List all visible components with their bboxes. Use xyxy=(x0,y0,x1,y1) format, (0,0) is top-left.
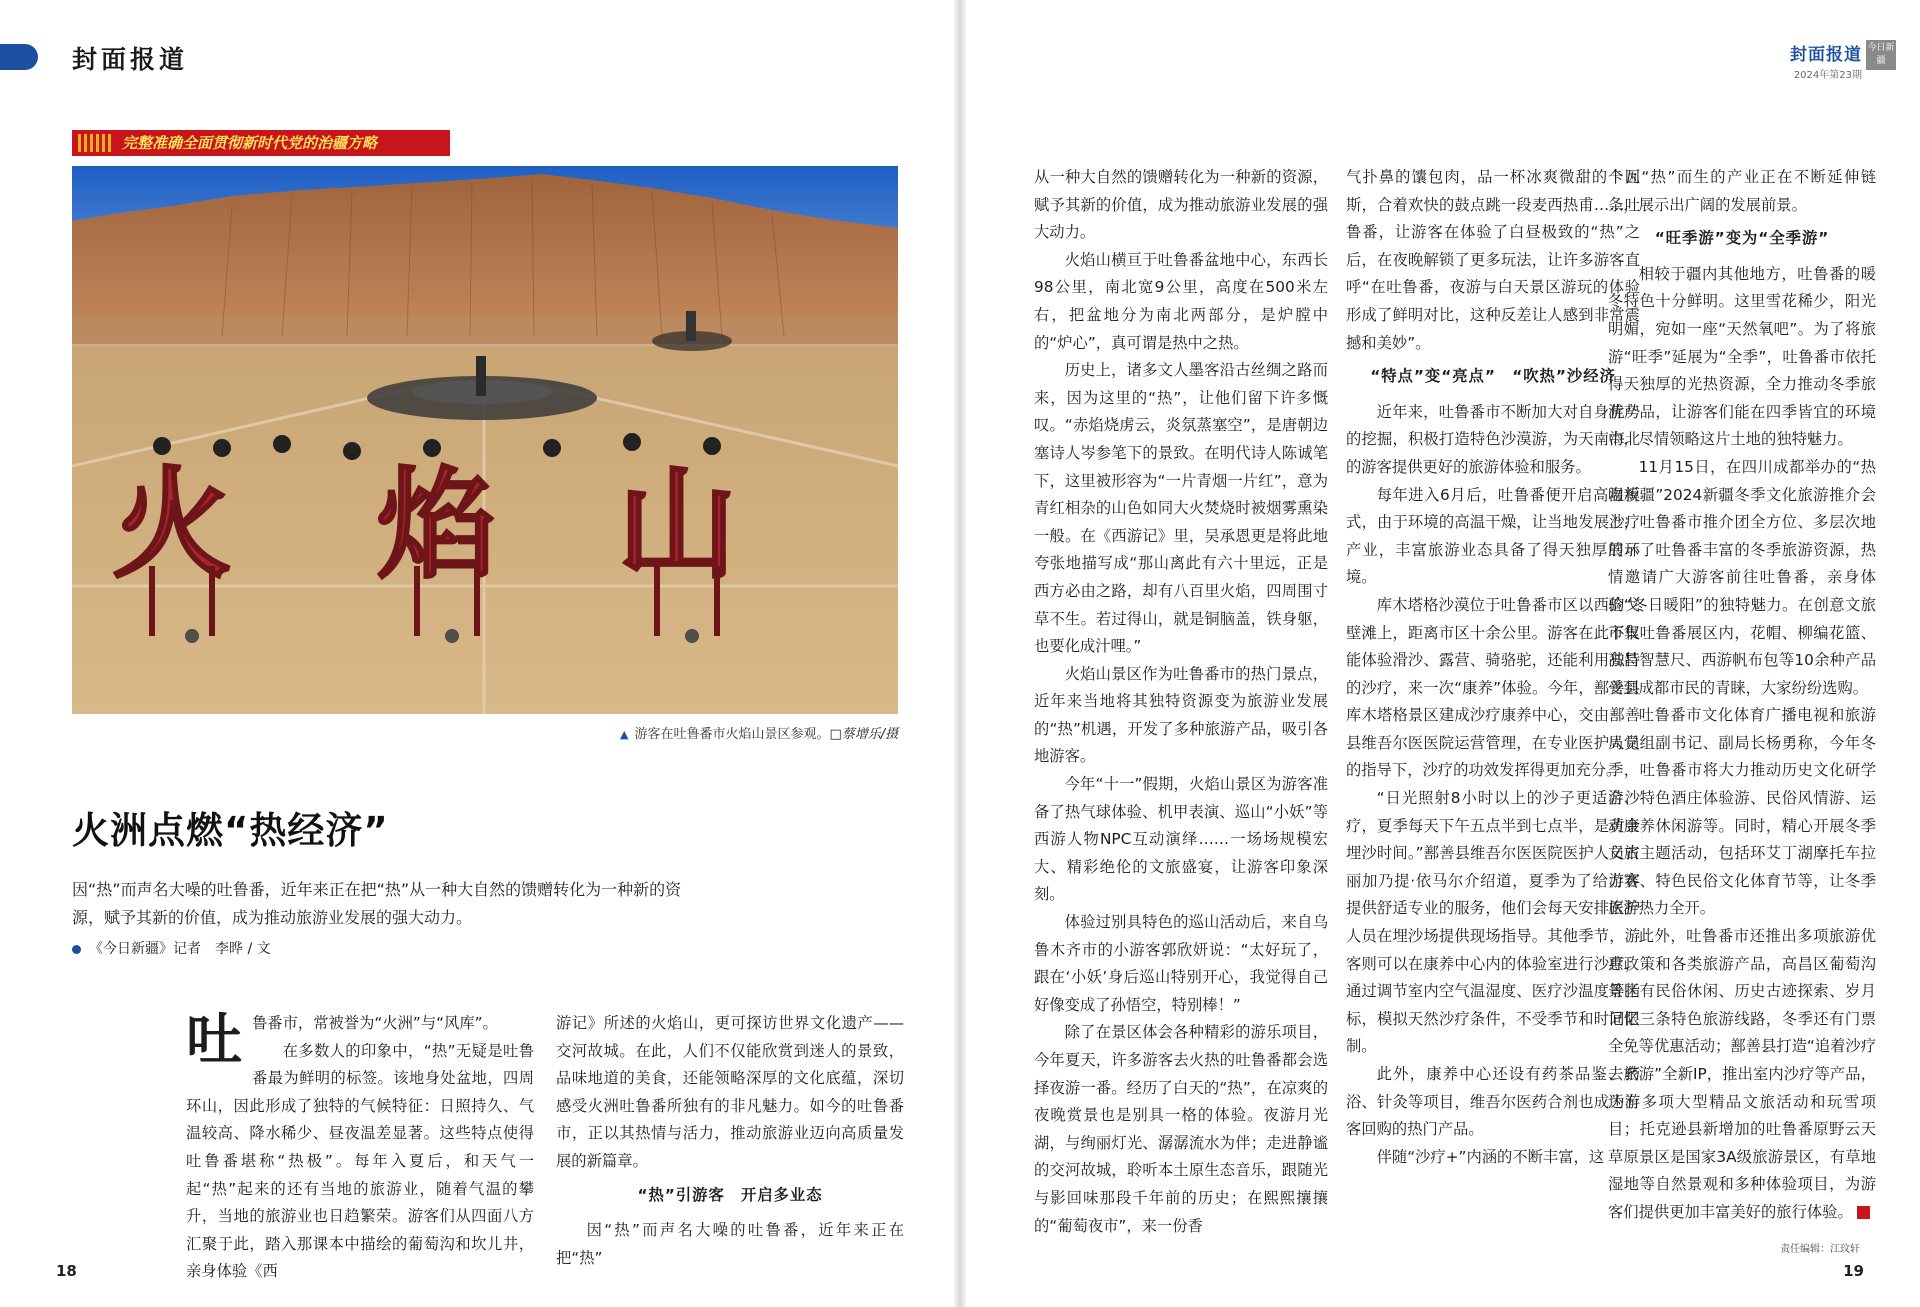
photo-credit: □蔡增乐/摄 xyxy=(829,727,899,742)
paragraph: 火焰山景区作为吐鲁番市的热门景点，近年来当地将其独特资源变为旅游业发展的“热”机遇，开发了多种旅游产品，吸引各地游客。 xyxy=(1034,664,1328,766)
caption-triangle-icon: ▲ xyxy=(620,728,629,741)
article-column-2 xyxy=(556,1010,904,1272)
sign-letters xyxy=(112,454,737,595)
paragraph: 11月15日，在四川成都举办的“热吻新疆”2024新疆冬季文化旅游推介会上，吐鲁番市推介团全方位、多层次地展示了吐鲁番丰富的冬季旅游资源，热情邀请广大游客前往吐鲁番，亲身体验“冬日暖阳”的独特魅力。在创意文旅市集吐鲁番展区内，花帽、柳编花篮、高昌智慧尺、西游帆布包等10余种产品受到成都市民的青睐，大家纷纷选购。 xyxy=(1608,457,1876,697)
end-mark-icon: J xyxy=(1857,1206,1870,1219)
drop-cap: 吐 xyxy=(186,1007,242,1073)
paragraph xyxy=(1608,923,1891,1227)
photo-illustration xyxy=(72,166,898,714)
byline-dot-icon xyxy=(72,945,81,954)
magazine-logo: 今日新疆 xyxy=(1866,40,1896,70)
sign-char-1: 火 xyxy=(112,454,232,595)
page-gutter xyxy=(954,0,966,1307)
page-number-right: 19 xyxy=(1843,1262,1864,1280)
subheading: “特点”变“亮点” “吹热”沙经济 xyxy=(1370,367,1616,386)
paragraph: 从一种大自然的馈赠转化为一种新的资源，赋予其新的价值，成为推动旅游业发展的强大动力。 xyxy=(1034,168,1328,242)
caption-text: 游客在吐鲁番市火焰山景区参观。 xyxy=(634,727,830,742)
paragraph: 除了在景区体会各种精彩的游乐项目，今年夏天，许多游客去火热的吐鲁番都会选择夜游一番。经历了白天的“热”，在凉爽的夜晚赏景也是别具一格的体验。夜游月光湖，与绚丽灯光、潺潺流水为伴；走进静谧的交河故城，聆听本土原生态音乐，跟随光与影回味那段千年前的历史；在熙熙攘攘的“葡萄夜市”，来一份香 xyxy=(1034,1023,1328,1235)
subheading: “旺季游”变为“全季游” xyxy=(1654,229,1830,248)
flaming-mountain-photo xyxy=(72,166,898,714)
running-header xyxy=(1790,40,1862,81)
paragraph: “日光照射8小时以上的沙子更适合沙疗，夏季每天下午五点半到七点半，是黄金埋沙时间。”鄯善县维吾尔医医院医护人员古丽加乃提·依马尔介绍道，夏季为了给游客提供舒适专业的服务，他们会每天安排医护人员在埋沙场提供现场指导。其他季节，游客则可以在康养中心内的体验室进行沙疗，通过调节室内空气温湿度、医疗沙温度等指标，模拟天然沙疗条件，不受季节和时间限制。 xyxy=(1346,789,1640,1056)
paragraph: 体验过别具特色的巡山活动后，来自乌鲁木齐市的小游客郭欣妍说：“太好玩了，跟在‘小妖’身后巡山特别开心，我觉得自己好像变成了孙悟空，特别棒！” xyxy=(1034,913,1328,1014)
article-column-5 xyxy=(1608,164,1891,1227)
section-tab-marker xyxy=(0,44,38,70)
article-column-3 xyxy=(1034,164,1328,1240)
paragraph: 鲁番市，常被誉为“火洲”与“风库”。 xyxy=(252,1014,498,1032)
paragraph: 每年进入6月后，吐鲁番便开启高温模式，由于环境的高温干燥，让当地发展沙疗产业，丰富旅游业态具备了得天独厚的环境。 xyxy=(1346,485,1640,587)
sign-char-2: 焰 xyxy=(377,454,497,595)
responsible-editor: 责任编辑：江玟轩 xyxy=(1780,1244,1860,1255)
article-title: 火洲点燃“热经济” xyxy=(72,809,389,852)
subheading: “热”引游客 开启多业态 xyxy=(637,1185,823,1204)
paragraph: 在多数人的印象中，“热”无疑是吐鲁番最为鲜明的标签。该地身处盆地，四周环山，因此形成了独特的气候特征：日照持久、气温较高、降水稀少、昼夜温差显著。这些特点使得吐鲁番堪称“热极”。每年入夏后，和天气一起“热”起来的还有当地的旅游业，随着气温的攀升，当地的旅游业也日趋繁荣。游客们从四面八方汇聚于此，踏入那课本中描绘的葡萄沟和坎儿井，亲身体验《西 xyxy=(186,1041,534,1281)
paragraph: 因“热”而声名大噪的吐鲁番，近年来正在把“热” xyxy=(556,1221,904,1267)
paragraph: 火焰山横亘于吐鲁番盆地中心，东西长98公里，南北宽9公里，高度在500米左右，把盆地分为南北两部分，是炉膛中的“炉心”，真可谓是热中之热。 xyxy=(1034,250,1328,352)
sign-char-3: 山 xyxy=(617,454,737,595)
paragraph: 今年“十一”假期，火焰山景区为游客准备了热气球体验、机甲表演、巡山“小妖”等西游人物NPC互动演绎……一场场规模宏大、精彩绝伦的文旅盛宴，让游客印象深刻。 xyxy=(1034,775,1328,904)
paragraph: 相较于疆内其他地方，吐鲁番的暖冬特色十分鲜明。这里雪花稀少，阳光明媚，宛如一座“天然氧吧”。为了将旅游“旺季”延展为“全季”，吐鲁番市依托得天独厚的光热资源，全力推动冬季旅游产品，让游客们能在四季皆宜的环境中，尽情领略这片土地的独特魅力。 xyxy=(1608,264,1876,449)
section-title: 封面报道 xyxy=(72,45,189,74)
article-byline xyxy=(72,938,271,958)
paragraph-text: 此外，吐鲁番市还推出多项旅游优惠政策和各类旅游产品，高昌区葡萄沟景区有民俗休闲、历史古迹探索、岁月记忆三条特色旅游线路，冬季还有门票全免等优惠活动；鄯善县打造“追着沙疗去旅游”全新IP，推出室内沙疗等产品，还有多项大型精品文旅活动和玩雪项目；托克逊县新增加的吐鲁番原野云天草原景区是国家3A级旅游景区，有草地湿地等自然景观和多种体验项目，为游客们提供更加丰富美好的旅行体验。 xyxy=(1608,927,1876,1221)
paragraph: 历史上，诸多文人墨客沿古丝绸之路而来，因为这里的“热”，让他们留下许多慨叹。“赤焰烧虏云，炎氛蒸塞空”，是唐朝边塞诗人岑参笔下的景致。在明代诗人陈诚笔下，这里被形容为“一片青烟一片红”，意为青红相杂的山色如同大火焚烧时被烟雾熏染一般。在《西游记》里，吴承恩更是将此地夸张地描写成“那山离此有六十里远，正是西方必由之路，却有八百里火焰，四周围寸草不生。若过得山，就是铜脑盖，铁身躯，也要化成汁哩。” xyxy=(1034,361,1328,656)
paragraph: 游记》所述的火焰山，更可探访世界文化遗产——交河故城。在此，人们不仅能欣赏到迷人的景致，品味地道的美食，还能领略深厚的文化底蕴，深切感受火洲吐鲁番所独有的非凡魅力。如今的吐鲁番市，正以其热情与活力，推动旅游业迈向高质量发展的新篇章。 xyxy=(556,1014,904,1170)
paragraph: 伴随“沙疗+”内涵的不断丰富，这 xyxy=(1376,1147,1605,1166)
running-header-title: 封面报道 xyxy=(1790,45,1862,65)
article-column-4 xyxy=(1346,164,1640,1171)
byline-text: 《今日新疆》记者 李晔 / 文 xyxy=(89,941,271,957)
issue-number: 2024年第23期 xyxy=(1793,70,1862,81)
paragraph: 近年来，吐鲁番市不断加大对自身优势的挖掘，积极打造特色沙漠游，为天南海北的游客提供更好的旅游体验和服务。 xyxy=(1346,402,1640,476)
article-column-1 xyxy=(186,1007,534,1286)
paragraph: 吐鲁番市文化体育广播电视和旅游局党组副书记、副局长杨勇称，今年冬季，吐鲁番市将大力推动历史文化研学游、特色酒庄体验游、民俗风情游、运动康养休闲游等。同时，精心开展冬季文旅主题活动，包括环艾丁湖摩托车拉力赛、特色民俗文化体育节等，让冬季旅游热力全开。 xyxy=(1608,706,1876,918)
paragraph: 个因“热”而生的产业正在不断延伸链条，展示出广阔的发展前景。 xyxy=(1608,168,1876,214)
paragraph: 此外，康养中心还设有药茶品鉴、药浴、针灸等项目，维吾尔医药合剂也成为游客回购的热门产品。 xyxy=(1346,1065,1640,1139)
paragraph: 气扑鼻的馕包肉，品一杯冰爽微甜的卡瓦斯，合着欢快的鼓点跳一段麦西热甫……吐鲁番，让游客在体验了白昼极致的“热”之后，在夜晚解锁了更多玩法，让许多游客直呼“在吐鲁番，夜游与白天景区游玩的体验形成了鲜明对比，这种反差让人感到非常震撼和美妙”。 xyxy=(1346,168,1640,352)
photo-caption xyxy=(620,723,898,742)
theme-banner: 完整准确全面贯彻新时代党的治疆方略 xyxy=(72,130,450,156)
article-lead: 因“热”而声名大噪的吐鲁番，近年来正在把“热”从一种大自然的馈赠转化为一种新的资源，赋予其新的价值，成为推动旅游业发展的强大动力。 xyxy=(72,880,682,927)
paragraph: 库木塔格沙漠位于吐鲁番市区以西的戈壁滩上，距离市区十余公里。游客在此不仅能体验滑沙、露营、骑骆驼，还能利用独特的沙疗，来一次“康养”体验。今年，鄯善县库木塔格景区建成沙疗康养中心，交由鄯善县维吾尔医医院运营管理，在专业医护人员的指导下，沙疗的功效发挥得更加充分。 xyxy=(1346,595,1640,780)
page-number-left: 18 xyxy=(56,1262,77,1280)
